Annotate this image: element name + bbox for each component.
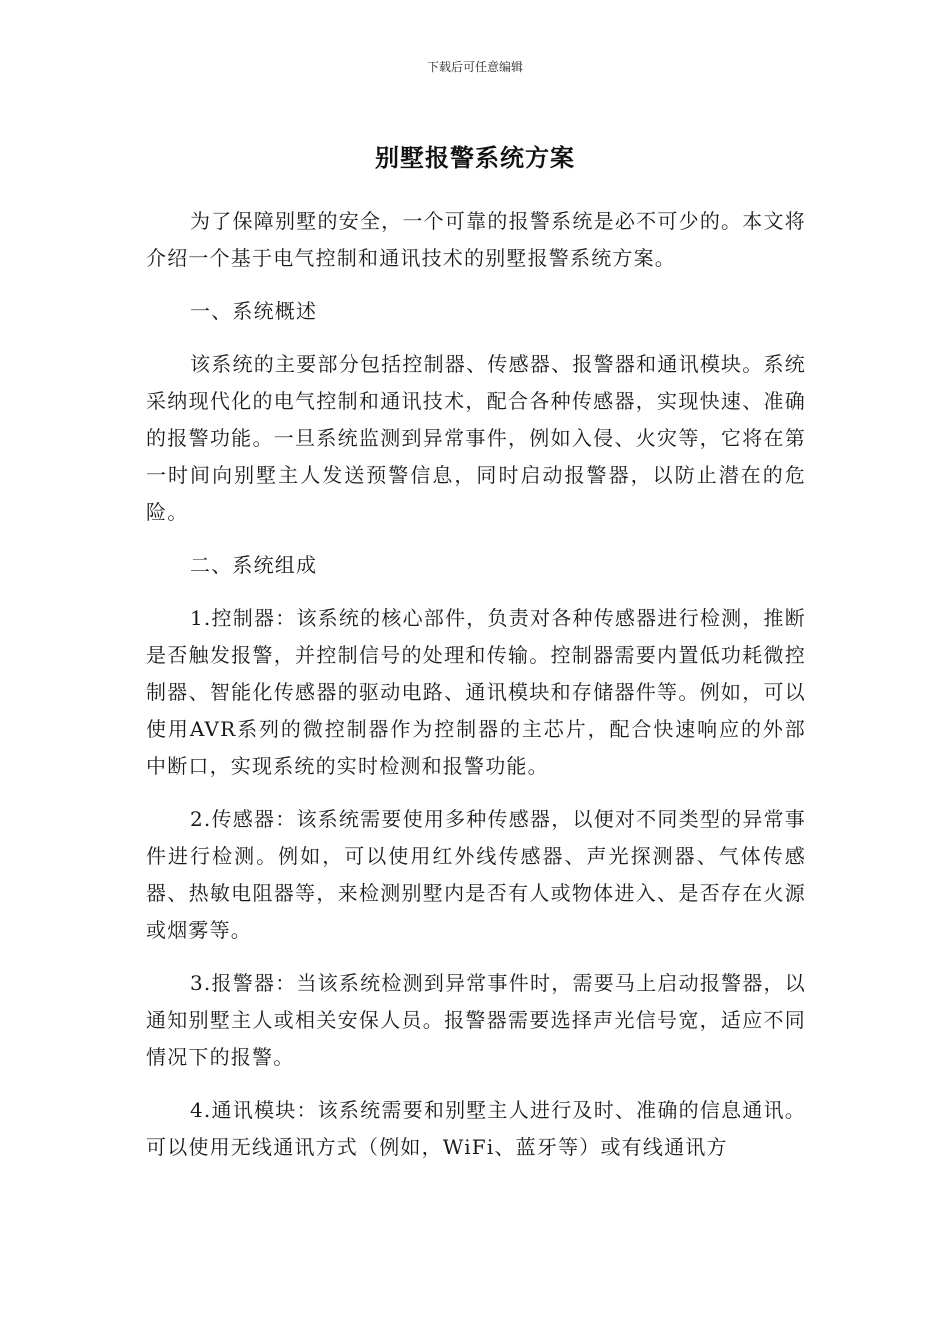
component-sensor-paragraph: 2.传感器：该系统需要使用多种传感器，以便对不同类型的异常事件进行检测。例如，可以使用红外线传感器、声光探测器、气体传感器、热敏电阻器等，来检测别墅内是否有人或物体进入、是否存在火源或烟雾等。 xyxy=(146,807,806,942)
intro-paragraph: 为了保障别墅的安全，一个可靠的报警系统是必不可少的。本文将介绍一个基于电气控制和通讯技术的别墅报警系统方案。 xyxy=(146,209,806,270)
overview-paragraph: 该系统的主要部分包括控制器、传感器、报警器和通讯模块。系统采纳现代化的电气控制和通讯技术，配合各种传感器，实现快速、准确的报警功能。一旦系统监测到异常事件，例如入侵、火灾等，它将在第一时间向别墅主人发送预警信息，同时启动报警器，以防止潜在的危险。 xyxy=(146,352,806,524)
component-controller-paragraph: 1.控制器：该系统的核心部件，负责对各种传感器进行检测，推断是否触发报警，并控制信号的处理和传输。控制器需要内置低功耗微控制器、智能化传感器的驱动电路、通讯模块和存储器件等。例如，可以使用AVR系列的微控制器作为控制器的主芯片，配合快速响应的外部中断口，实现系统的实时检测和报警功能。 xyxy=(146,606,806,778)
component-comm-paragraph: 4.通讯模块：该系统需要和别墅主人进行及时、准确的信息通讯。可以使用无线通讯方式（例如，WiFi、蓝牙等）或有线通讯方 xyxy=(146,1098,806,1159)
document-body xyxy=(146,203,806,1182)
section-heading-overview: 一、系统概述 xyxy=(190,299,318,323)
header-note: 下载后可任意编辑 xyxy=(426,60,523,74)
component-alarm-paragraph: 3.报警器：当该系统检测到异常事件时，需要马上启动报警器，以通知别墅主人或相关安保人员。报警器需要选择声光信号宽，适应不同情况下的报警。 xyxy=(146,971,806,1069)
section-heading-components: 二、系统组成 xyxy=(190,553,318,577)
document-title: 别墅报警系统方案 xyxy=(375,144,575,172)
